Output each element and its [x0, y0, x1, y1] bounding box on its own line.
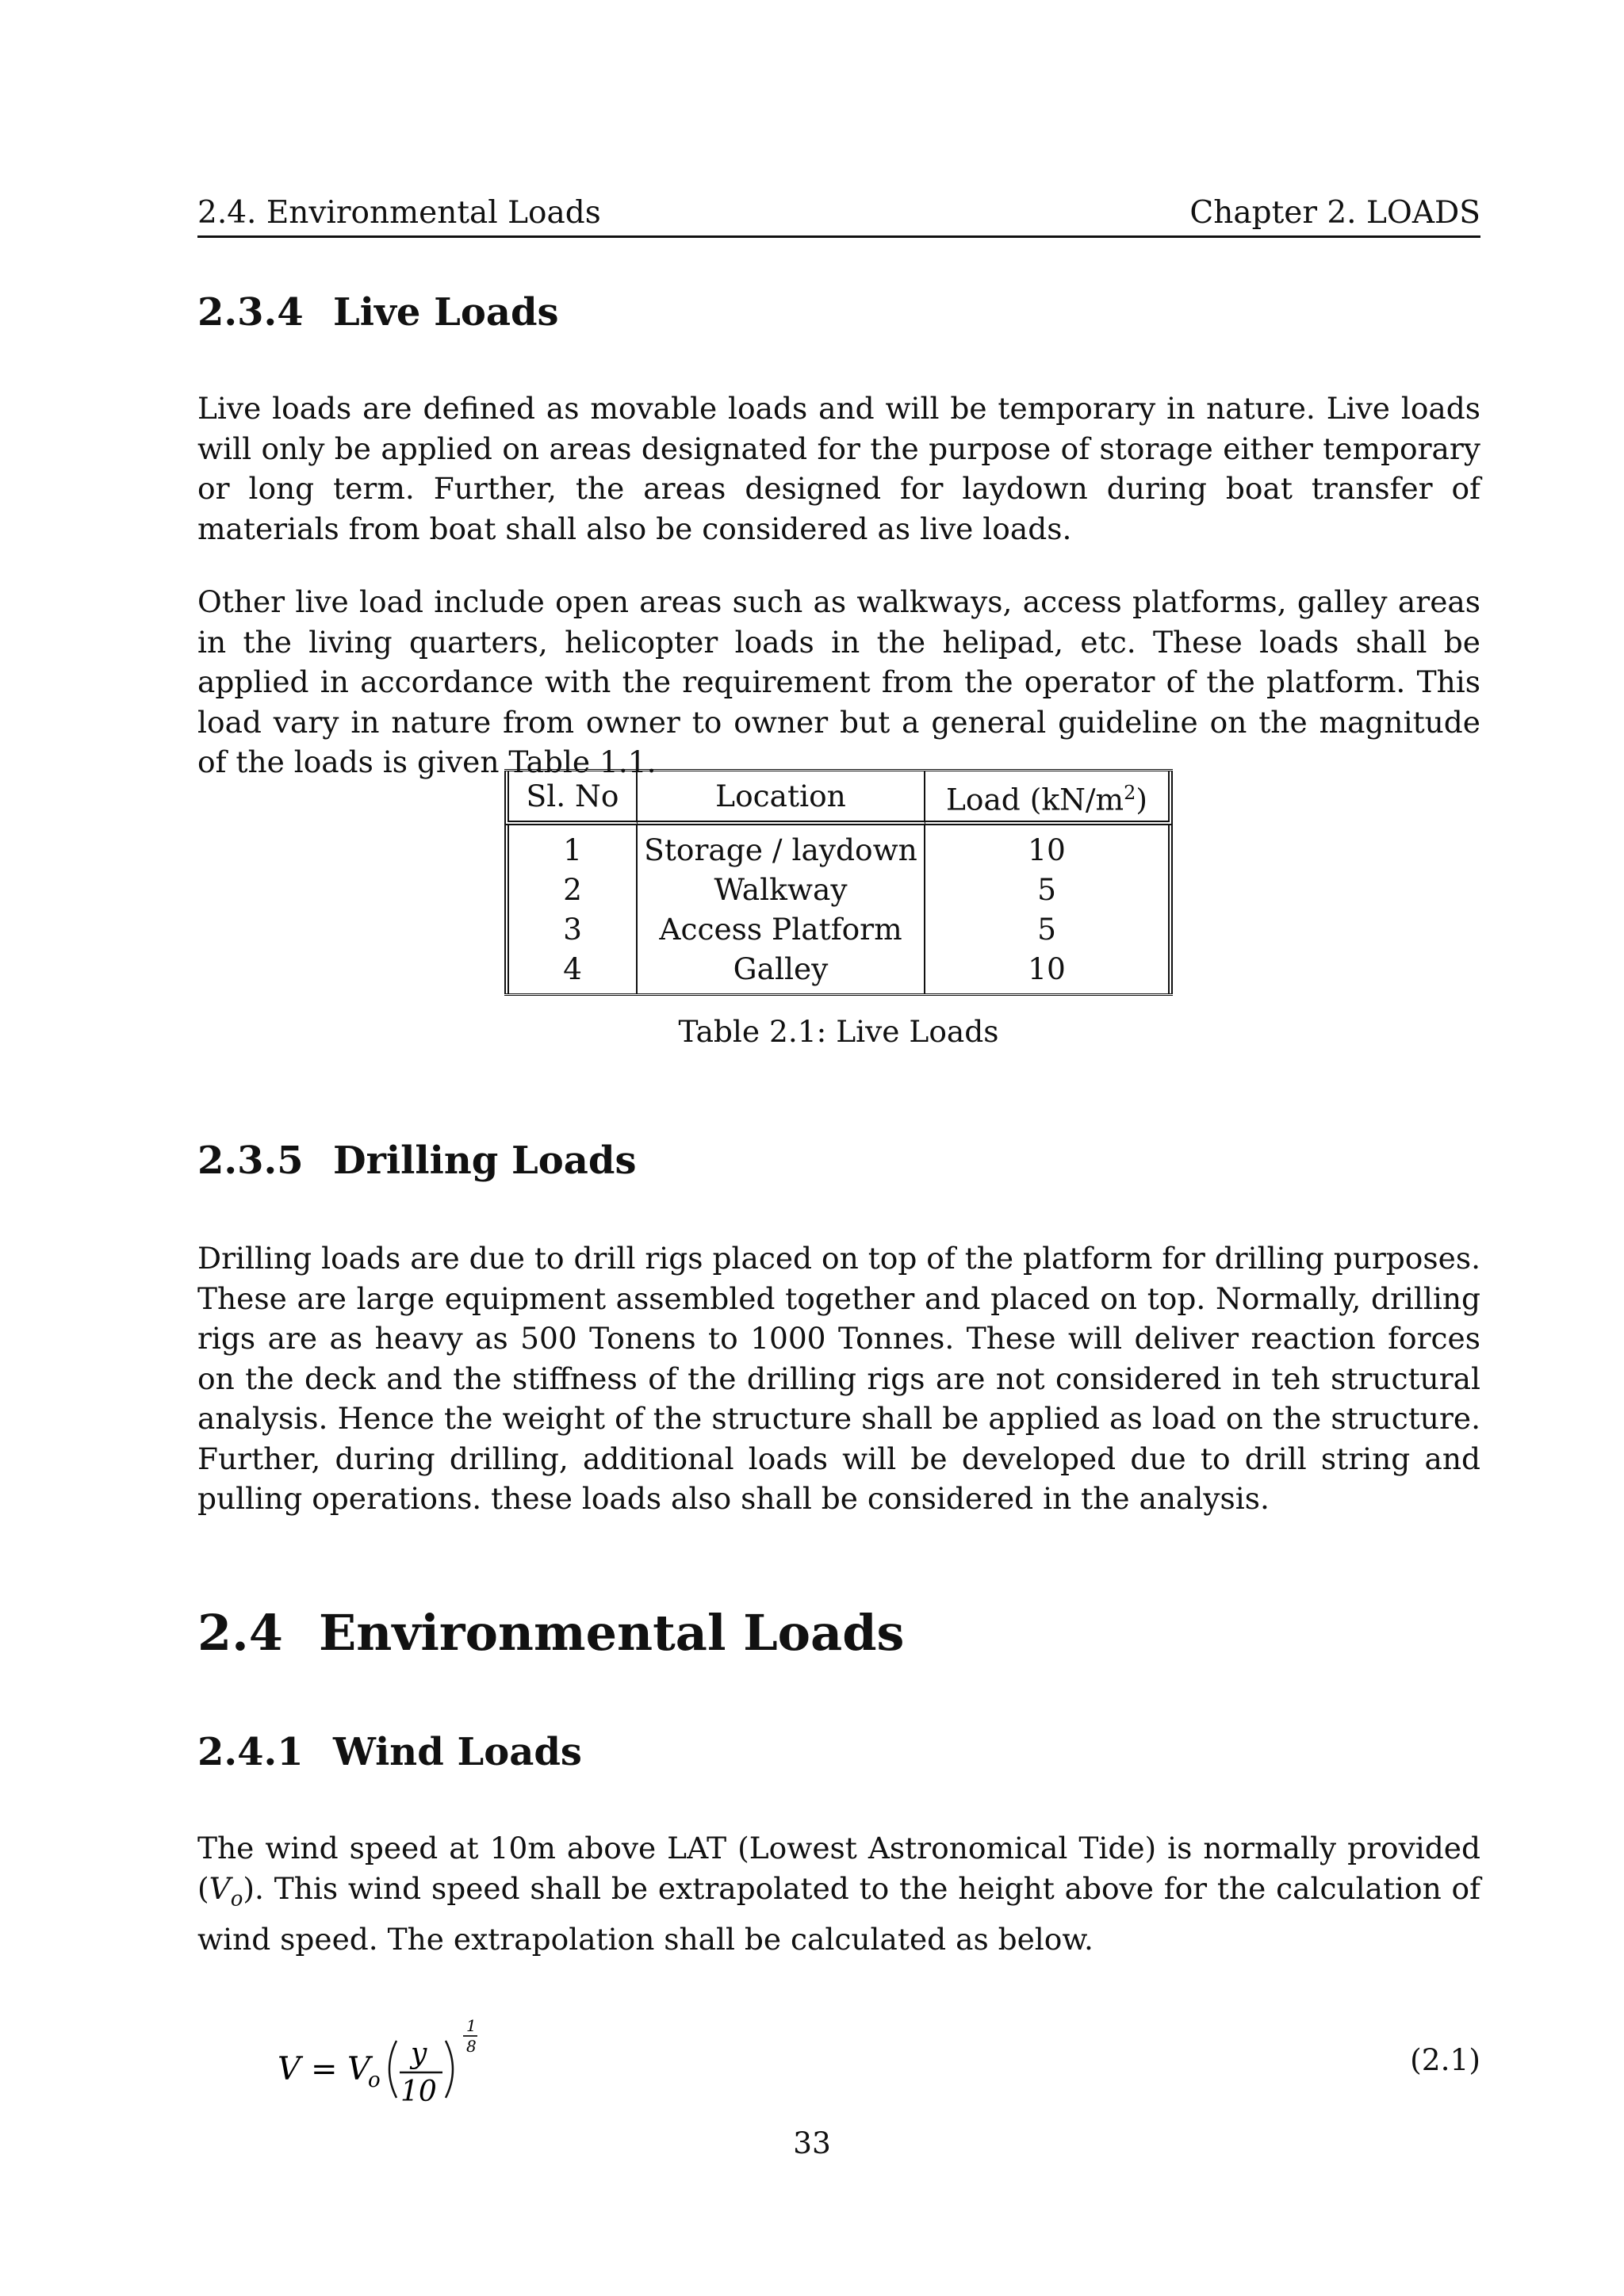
wind-text-before: The wind speed at 10m above LAT (Lowest Astronomical Tide) is normally provided (	[197, 1831, 1480, 1906]
live-loads-table	[504, 769, 1173, 996]
paragraph-drilling-loads: Drilling loads are due to drill rigs placed on top of the platform for drilling purposes. These are large equipment assembled together and placed on top. Normally, drilling rigs are as heavy as 500 Tonens to 1000 Tonnes. These will deliver reaction forces on the deck and the stiffness of the drilling rigs are not considered in teh structural analysis. Hence the weight of the structure shall be applied as load on the structure. Further, during drilling, additional loads will be developed due to drill string and pulling operations. these loads also shall be considered in the analysis.	[197, 1241, 1480, 1516]
heading-title: Environmental Loads	[319, 1604, 905, 1662]
cell-location: Galley	[638, 949, 925, 993]
page-number: 33	[793, 2126, 831, 2160]
eq-v-subscript: o	[368, 2068, 381, 2092]
paragraph-live-loads-2: Other live load include open areas such as walkways, access platforms, galley areas in the living quarters, helicopter loads in the helipad, etc. These loads shall be applied in accordance with the requirement from the operator of the platform. This load vary in nature from owner to owner but a general guideline on the magnitude of the loads is given Table 1.1.	[197, 584, 1480, 779]
eq-left-paren	[389, 2041, 396, 2098]
eq-right-paren	[446, 2041, 453, 2098]
live-loads-table-wrapper	[504, 769, 1173, 996]
equation-number: (2.1)	[1410, 2042, 1480, 2077]
header-sl-no: Sl. No	[504, 771, 638, 825]
eq-lhs: V	[278, 2051, 301, 2087]
header-load-text: Load (kN/m	[945, 782, 1124, 817]
cell-location: Storage / laydown	[638, 825, 925, 870]
cell-load: 5	[925, 909, 1173, 949]
header-chapter-title: Chapter 2. LOADS	[1189, 195, 1480, 231]
header-section-title: 2.4. Environmental Loads	[197, 195, 601, 231]
table-header-row	[504, 771, 1173, 825]
cell-load: 5	[925, 870, 1173, 909]
header-location: Location	[638, 771, 925, 825]
heading-drilling-loads	[197, 1137, 636, 1184]
wind-speed-subscript: o	[230, 1887, 243, 1911]
header-load-exponent: 2	[1124, 781, 1136, 804]
table-row	[504, 909, 1173, 949]
heading-title: Live Loads	[333, 290, 559, 335]
heading-number: 2.3.5	[197, 1138, 304, 1183]
heading-live-loads	[197, 289, 559, 336]
wind-speed-symbol: V	[209, 1870, 231, 1906]
paragraph-live-loads-1: Live loads are defined as movable loads and will be temporary in nature. Live loads will only be applied on areas designated for the purpose of storage either temporary or long term. Further, the areas designed for laydown during boat transfer of materials from boat shall also be considered as live loads.	[197, 391, 1480, 546]
eq-v: V	[347, 2051, 370, 2087]
table-row	[504, 870, 1173, 909]
equation-wind-profile	[278, 2014, 531, 2117]
heading-number: 2.3.4	[197, 290, 304, 335]
running-header	[197, 193, 1480, 238]
eq-exponent-denominator: 8	[466, 2037, 477, 2056]
cell-sl-no: 3	[504, 909, 638, 949]
equation-svg	[278, 2014, 531, 2109]
cell-load: 10	[925, 825, 1173, 870]
wind-text-after: ). This wind speed shall be extrapolated to the height above for the calculation of wind speed. The extrapolation shall be calculated as below.	[197, 1870, 1480, 1957]
cell-sl-no: 2	[504, 870, 638, 909]
heading-title: Drilling Loads	[333, 1138, 637, 1183]
heading-number: 2.4	[197, 1604, 283, 1662]
table-caption: Table 2.1: Live Loads	[678, 1014, 999, 1049]
heading-title: Wind Loads	[333, 1730, 582, 1774]
cell-load: 10	[925, 949, 1173, 993]
cell-location: Walkway	[638, 870, 925, 909]
eq-exponent-numerator: 1	[466, 2016, 477, 2035]
header-load-close: )	[1136, 782, 1148, 817]
table-row	[504, 825, 1173, 870]
eq-denominator: 10	[400, 2076, 437, 2108]
heading-environmental-loads	[197, 1603, 904, 1663]
table-row	[504, 949, 1173, 993]
header-load	[925, 771, 1173, 825]
paragraph-wind-loads	[197, 1828, 1480, 1959]
eq-numerator: y	[411, 2038, 427, 2070]
cell-sl-no: 1	[504, 825, 638, 870]
heading-wind-loads	[197, 1728, 582, 1776]
heading-number: 2.4.1	[197, 1730, 304, 1774]
cell-location: Access Platform	[638, 909, 925, 949]
eq-equals: =	[311, 2051, 338, 2087]
cell-sl-no: 4	[504, 949, 638, 993]
